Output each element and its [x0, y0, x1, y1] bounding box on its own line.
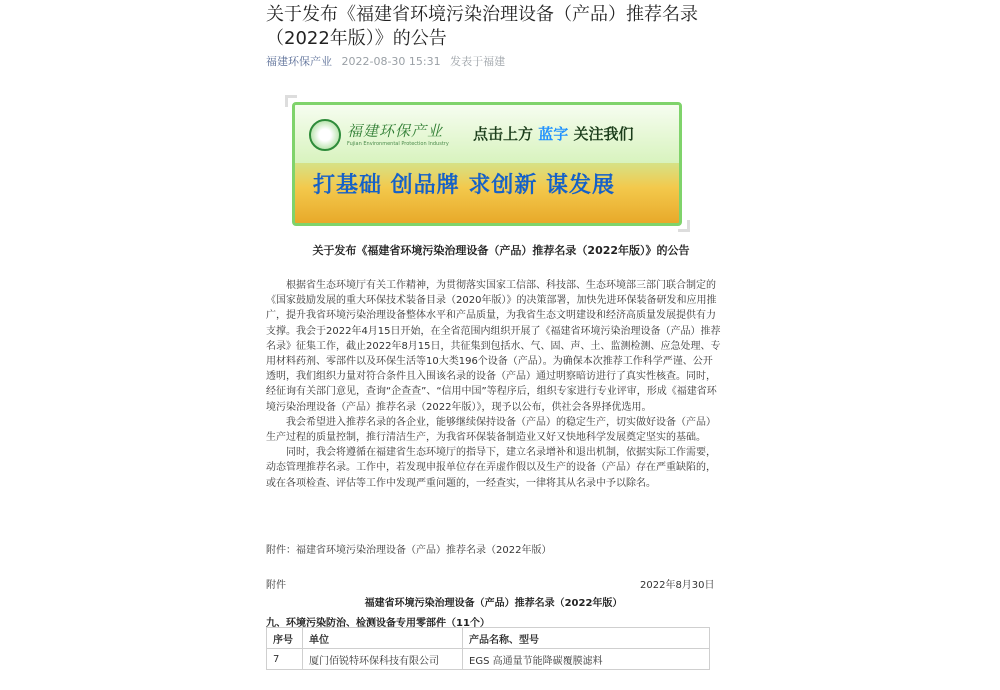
paragraph: 同时，我会将遵循在福建省生态环境厅的指导下，建立名录增补和退出机制，依据实际工作需要，动态管理推荐名录。工作中，若发现申报单位存在弄虚作假以及生产的设备（产品）存在严重缺陷的，或在各项检查、评估等工作中发现严重问题的，一经查实，一律将其从名录中予以除名。 [266, 447, 716, 489]
banner-logo-text: 福建环保产业 [347, 122, 444, 140]
paragraph: 根据省生态环境厅有关工作精神，为贯彻落实国家工信部、科技部、生态环境部三部门联合制定的《国家鼓励发展的重大环保技术装备目录（2020年版）》的决策部署，加快先进环保装备研发和应用推广，提升我省环境污染治理设备整体水平和产品质量，为我省生态文明建设和经济高质量发展提供有力支撑。我会于2022年4月15日开始，在全省范围内组织开展了《福建省环境污染治理设备（产品）推荐名录》征集工作，截止2022年8月15日，共征集到包括水、气、固、声、土、监测检测、应急处理、专用材料药剂、零部件以及环保生活等10大类196个设备（产品）。为确保本次推荐工作科学严谨、公开透明，我们组织力量对符合条件且入围该名录的设备（产品）通过明察暗访进行了真实性核查。同时，经征询有关部门意见，查询“企查查”、“信用中国”等程序后，组织专家进行专业评审，形成《福建省环境污染治理设备（产品）推荐名录（2022年版）》，现予以公布，供社会各界择优选用。 [266, 280, 721, 413]
account-name-link[interactable]: 福建环保产业 [266, 55, 332, 68]
table-header-row [267, 628, 710, 649]
paragraph: 我会希望进入推荐名录的各企业，能够继续保持设备（产品）的稳定生产，切实做好设备（产品）生产过程的质量控制，推行清洁生产，为我省环保装备制造业又好又快地科学发展奠定坚实的基础。 [266, 416, 716, 444]
attachment-note: 附件：福建省环境污染治理设备（产品）推荐名录（2022年版） [266, 545, 552, 556]
annex-date: 2022年8月30日 [640, 580, 715, 591]
follow-banner-image[interactable] [292, 102, 682, 226]
table-row [267, 649, 710, 670]
table-cell-product: EGS 高通量节能降碳覆膜滤料 [463, 649, 710, 670]
table-cell-company: 厦门佰锐特环保科技有限公司 [303, 649, 463, 670]
catalog-category: 九、环境污染防治、检测设备专用零部件（11个） [266, 618, 490, 629]
announcement-body [266, 278, 721, 491]
section-title: 关于发布《福建省环境污染治理设备（产品）推荐名录（2022年版）》的公告 [312, 244, 690, 257]
follow-prompt [473, 123, 634, 144]
banner-corner-decoration [678, 220, 690, 232]
article-title: 关于发布《福建省环境污染治理设备（产品）推荐名录（2022年版）》的公告 [266, 4, 698, 49]
logo-icon [309, 119, 341, 151]
column-header-product: 产品名称、型号 [463, 628, 710, 649]
follow-prefix: 点击上方 [473, 125, 534, 143]
follow-suffix: 关注我们 [573, 125, 634, 143]
follow-highlight: 蓝字 [538, 125, 569, 143]
banner-logo-subtitle: Fujian Environmental Protection Industry [347, 141, 449, 147]
catalog-title: 福建省环境污染治理设备（产品）推荐名录（2022年版） [364, 598, 623, 609]
article-meta [266, 53, 511, 69]
banner-slogan: 打基础 创品牌 求创新 谋发展 [313, 172, 615, 198]
publish-location: 发表于福建 [450, 55, 506, 68]
table-cell-index: 7 [267, 649, 303, 670]
annex-label: 附件 [266, 580, 286, 591]
publish-date: 2022-08-30 15:31 [341, 55, 441, 68]
catalog-table [266, 627, 710, 670]
column-header-index: 序号 [267, 628, 303, 649]
column-header-company: 单位 [303, 628, 463, 649]
